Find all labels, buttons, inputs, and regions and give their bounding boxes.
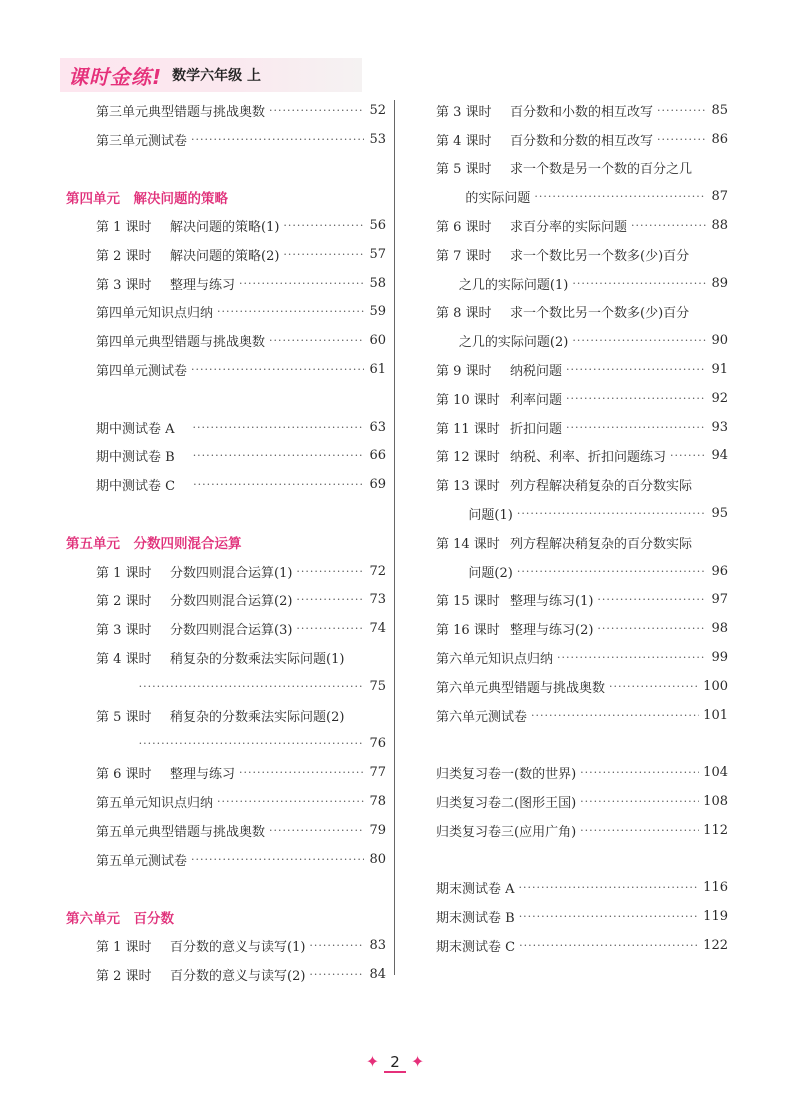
- lesson-label: 第 2 课时: [96, 248, 152, 264]
- entry-title: 纳税问题: [510, 364, 563, 380]
- leader-dots: [191, 363, 364, 376]
- leader-dots: [580, 824, 699, 837]
- entry-title: 分数四则混合运算(3): [170, 623, 293, 639]
- entry-title: 百分数的意义与读写(2): [170, 968, 306, 984]
- entry-title: 第三单元测试卷: [96, 133, 188, 149]
- leader-dots: [572, 334, 706, 347]
- toc-entry-line: [436, 470, 728, 499]
- page-ref: 57: [369, 246, 386, 262]
- entry-title: 整理与练习(2): [510, 623, 594, 639]
- leader-dots: [557, 651, 706, 664]
- entry-title: 折扣问题: [510, 421, 563, 437]
- page-ref: 90: [711, 333, 728, 349]
- brand-title: 课时金练!: [68, 64, 163, 89]
- page-ref: 94: [711, 448, 728, 464]
- toc-entry[interactable]: [436, 787, 728, 816]
- lesson-label: 第 10 课时: [436, 392, 500, 408]
- toc-entry-line: [436, 442, 728, 471]
- toc-entry[interactable]: [436, 413, 728, 442]
- entry-title: 第五单元测试卷: [96, 853, 188, 869]
- leader-dots: [283, 219, 364, 232]
- toc-entry-continuation: [436, 499, 728, 528]
- leader-dots: [566, 363, 706, 376]
- toc-entry-line: [96, 125, 386, 154]
- toc-entry-line: [436, 586, 728, 615]
- leader-dots: [191, 853, 364, 866]
- page-ref: 75: [369, 678, 386, 694]
- leader-dots: [580, 766, 699, 779]
- page-ref: 112: [703, 822, 728, 838]
- spacer: [436, 730, 728, 759]
- toc-entry[interactable]: [66, 355, 386, 384]
- leader-dots: [517, 507, 706, 520]
- leader-dots: [239, 277, 364, 290]
- leader-dots: [597, 622, 706, 635]
- unit-heading: 第四单元 解决问题的策略: [66, 190, 228, 207]
- leader-dots: [193, 478, 364, 491]
- leader-dots: [296, 622, 364, 635]
- toc-entry[interactable]: [436, 125, 728, 154]
- lesson-label: 第 13 课时: [436, 479, 500, 495]
- toc-entry[interactable]: [436, 154, 728, 212]
- spacer: [66, 154, 386, 183]
- toc-entry[interactable]: [436, 211, 728, 240]
- toc-entry[interactable]: [66, 269, 386, 298]
- entry-title: 归类复习卷三(应用广角): [436, 824, 577, 840]
- toc-entry-line: [436, 355, 728, 384]
- leader-dots: [269, 104, 364, 117]
- toc-entry-line: [436, 384, 728, 413]
- leader-dots: [309, 968, 364, 981]
- leader-dots: [566, 421, 706, 434]
- entry-title: 百分数和分数的相互改写: [510, 133, 654, 149]
- leader-dots: [572, 277, 706, 290]
- toc-entry-line: [96, 845, 386, 874]
- toc-entry-line: [96, 269, 386, 298]
- entry-title: 归类复习卷一(数的世界): [436, 767, 577, 783]
- toc-entry[interactable]: [436, 355, 728, 384]
- toc-entry-continuation: [436, 182, 728, 211]
- page-ref: 91: [711, 362, 728, 378]
- page-ref: 99: [711, 650, 728, 666]
- lesson-label: 第 7 课时: [436, 248, 492, 264]
- lesson-label: 第 12 课时: [436, 450, 500, 466]
- toc-entry-line: [436, 902, 728, 931]
- entry-title: 求一个数是另一个数的百分之几: [510, 162, 693, 178]
- page-ref: 80: [369, 851, 386, 867]
- toc-entry-line: [436, 298, 728, 327]
- lesson-label: 期中测试卷 A: [96, 421, 175, 437]
- page-ref: 85: [711, 102, 728, 118]
- leader-dots: [269, 334, 364, 347]
- toc-entry-line: [96, 211, 386, 240]
- entry-title: 期末测试卷 C: [436, 940, 516, 955]
- leader-dots: [519, 881, 700, 894]
- page-ref: 101: [703, 707, 728, 723]
- entry-title-continuation: 问题(2): [468, 565, 513, 581]
- leader-dots: [239, 766, 364, 779]
- header-banner: [60, 58, 362, 92]
- page-ref: 116: [703, 880, 728, 896]
- toc-left-column: [66, 96, 386, 989]
- column-divider: [394, 100, 395, 975]
- toc-entry[interactable]: [66, 413, 386, 442]
- toc-entry[interactable]: [66, 816, 386, 845]
- toc-entry[interactable]: [436, 528, 728, 586]
- toc-right-column: [436, 96, 728, 960]
- spacer: [66, 499, 386, 528]
- toc-entry-continuation: [436, 557, 728, 586]
- page-ref: 53: [369, 131, 386, 147]
- page-ref: 96: [711, 563, 728, 579]
- lesson-label: 第 3 课时: [96, 623, 152, 639]
- page-ref: 52: [369, 102, 386, 118]
- toc-entry[interactable]: [66, 586, 386, 615]
- page-ref: 97: [711, 592, 728, 608]
- page-ref: 61: [369, 362, 386, 378]
- leader-dots: [217, 795, 364, 808]
- toc-entry[interactable]: [436, 614, 728, 643]
- page-ref: 66: [369, 448, 386, 464]
- leader-dots: [517, 565, 706, 578]
- toc-entry[interactable]: [66, 442, 386, 471]
- toc-entry-line: [96, 586, 386, 615]
- toc-entry-line: [96, 931, 386, 960]
- leader-dots: [566, 392, 706, 405]
- toc-entry[interactable]: [66, 298, 386, 327]
- toc-entry[interactable]: [436, 902, 728, 931]
- page-ref: 59: [369, 304, 386, 320]
- toc-entry-line: [436, 701, 728, 730]
- toc-entry-line: [96, 758, 386, 787]
- leader-dots: [519, 939, 699, 952]
- left-figure-icon: ✦: [365, 1052, 380, 1071]
- entry-title: 解决问题的策略(2): [170, 248, 280, 264]
- toc-entry[interactable]: [66, 96, 386, 125]
- toc-entry[interactable]: [436, 643, 728, 672]
- toc-entry-line: [96, 643, 386, 672]
- toc-entry-continuation: [436, 269, 728, 298]
- page-ref: 79: [369, 822, 386, 838]
- entry-title-continuation: 之几的实际问题(2): [458, 335, 569, 351]
- toc-entry[interactable]: [436, 672, 728, 701]
- toc-entry-line: [96, 816, 386, 845]
- page-ref: 74: [369, 621, 386, 637]
- lesson-label: 第 4 课时: [436, 133, 492, 149]
- toc-entry[interactable]: [66, 614, 386, 643]
- page-ref: 76: [369, 736, 386, 752]
- toc-entry-line: [96, 557, 386, 586]
- lesson-label: 第 8 课时: [436, 306, 492, 322]
- page-ref: 98: [711, 621, 728, 637]
- page-ref: 86: [711, 131, 728, 147]
- entry-title: 第四单元知识点归纳: [96, 306, 214, 322]
- toc-entry-line: [96, 298, 386, 327]
- toc-entry-line: [96, 470, 386, 499]
- page-ref: 72: [369, 563, 386, 579]
- toc-entry[interactable]: [436, 96, 728, 125]
- toc-entry[interactable]: [436, 586, 728, 615]
- entry-title: 期末测试卷 B: [436, 911, 515, 927]
- leader-dots: [531, 709, 699, 722]
- lesson-label: 第 2 课时: [96, 968, 152, 984]
- entry-title: 第四单元典型错题与挑战奥数: [96, 335, 266, 351]
- toc-entry[interactable]: [66, 787, 386, 816]
- page-ref: 63: [369, 419, 386, 435]
- book-subtitle: 数学六年级 上: [172, 68, 261, 84]
- toc-entry[interactable]: [436, 470, 728, 528]
- leader-dots: [193, 449, 364, 462]
- toc-entry-line: [436, 643, 728, 672]
- lesson-label: 第 15 课时: [436, 594, 500, 610]
- unit-heading: 第五单元 分数四则混合运算: [66, 536, 242, 553]
- page-ref: 122: [703, 938, 728, 953]
- page-ref: 60: [369, 333, 386, 349]
- leader-dots: [193, 421, 364, 434]
- toc-entry[interactable]: [436, 442, 728, 471]
- toc-entry-line: [436, 787, 728, 816]
- toc-entry-line: [436, 96, 728, 125]
- page-ref: 84: [369, 966, 386, 982]
- page-ref: 95: [711, 506, 728, 522]
- toc-entry-line: [436, 528, 728, 557]
- unit-heading: 第六单元 百分数: [66, 910, 174, 927]
- toc-entry-continuation: [436, 326, 728, 355]
- leader-dots: [631, 219, 706, 232]
- page-footer: [0, 1052, 790, 1073]
- toc-entry-line: [96, 96, 386, 125]
- page-ref: 119: [703, 909, 728, 925]
- right-figure-icon: ✦: [410, 1052, 425, 1071]
- entry-title: 第五单元知识点归纳: [96, 796, 214, 812]
- lesson-label: 第 3 课时: [436, 104, 492, 120]
- entry-title: 第三单元典型错题与挑战奥数: [96, 104, 266, 120]
- page-ref: 56: [369, 218, 386, 234]
- leader-dots: [269, 824, 364, 837]
- lesson-label: 期中测试卷 C: [96, 479, 176, 495]
- toc-entry[interactable]: [436, 931, 728, 960]
- toc-entry[interactable]: [66, 470, 386, 499]
- entry-title-continuation: 之几的实际问题(1): [458, 277, 569, 293]
- page-ref: 87: [711, 189, 728, 205]
- toc-entry-line: [436, 931, 728, 960]
- entry-title: 纳税、利率、折扣问题练习: [510, 450, 667, 466]
- page-ref: 58: [369, 275, 386, 291]
- page-ref: 77: [369, 765, 386, 781]
- toc-entry[interactable]: [66, 557, 386, 586]
- toc-entry[interactable]: [66, 931, 386, 960]
- toc-entry[interactable]: [436, 384, 728, 413]
- entry-title: 第六单元知识点归纳: [436, 652, 554, 668]
- leader-dots: [296, 593, 364, 606]
- toc-entry[interactable]: [66, 643, 386, 701]
- entry-title: 第四单元测试卷: [96, 364, 188, 380]
- leader-dots: [580, 795, 699, 808]
- entry-title: 第五单元典型错题与挑战奥数: [96, 824, 266, 840]
- entry-title: 第六单元测试卷: [436, 709, 528, 725]
- lesson-label: 第 11 课时: [436, 421, 500, 437]
- entry-title: 百分数和小数的相互改写: [510, 104, 654, 120]
- leader-dots: [139, 737, 364, 750]
- page-ref: 88: [711, 218, 728, 234]
- toc-entry-line: [436, 211, 728, 240]
- toc-entry[interactable]: [66, 326, 386, 355]
- page-ref: 69: [369, 477, 386, 493]
- toc-entry-line: [436, 413, 728, 442]
- entry-title: 期末测试卷 A: [436, 882, 515, 898]
- toc-entry-line: [96, 240, 386, 269]
- spacer: [436, 845, 728, 874]
- toc-entry[interactable]: [436, 298, 728, 356]
- page-ref: 83: [369, 938, 386, 953]
- toc-entry-line: [96, 326, 386, 355]
- toc-entry-line: [96, 614, 386, 643]
- toc-entry[interactable]: [66, 240, 386, 269]
- leader-dots: [309, 939, 364, 952]
- entry-title-continuation: 问题(1): [468, 508, 513, 524]
- toc-entry[interactable]: [66, 125, 386, 154]
- leader-dots: [139, 680, 364, 693]
- lesson-label: 第 3 课时: [96, 277, 152, 293]
- leader-dots: [296, 565, 364, 578]
- lesson-label: 第 5 课时: [96, 709, 152, 725]
- toc-entry[interactable]: [436, 240, 728, 298]
- entry-title: 分数四则混合运算(1): [170, 565, 293, 581]
- toc-entry-line: [96, 960, 386, 989]
- lesson-label: 第 9 课时: [436, 364, 492, 380]
- toc-entry-line: [436, 874, 728, 903]
- entry-title: 整理与练习: [170, 277, 236, 293]
- toc-entry-line: [96, 355, 386, 384]
- lesson-label: 第 14 课时: [436, 536, 500, 552]
- lesson-label: 第 1 课时: [96, 565, 152, 581]
- lesson-label: 第 1 课时: [96, 940, 152, 955]
- leader-dots: [609, 680, 699, 693]
- entry-title: 求百分率的实际问题: [510, 220, 628, 236]
- lesson-label: 第 2 课时: [96, 594, 152, 610]
- leader-dots: [283, 248, 364, 261]
- toc-entry[interactable]: [436, 701, 728, 730]
- entry-title: 第六单元典型错题与挑战奥数: [436, 680, 606, 696]
- page-ref: 89: [711, 275, 728, 291]
- toc-entry[interactable]: [66, 701, 386, 759]
- entry-title: 整理与练习(1): [510, 594, 594, 610]
- toc-entry-line: [436, 240, 728, 269]
- entry-title: 稍复杂的分数乘法实际问题(2): [170, 709, 345, 725]
- lesson-label: 第 6 课时: [436, 220, 492, 236]
- leader-dots: [217, 305, 364, 318]
- lesson-label: 第 6 课时: [96, 767, 152, 783]
- entry-title: 求一个数比另一个数多(少)百分: [510, 248, 690, 264]
- page-ref: 93: [711, 419, 728, 435]
- page-ref: 100: [703, 678, 728, 694]
- toc-entry[interactable]: [66, 758, 386, 787]
- entry-title: 分数四则混合运算(2): [170, 594, 293, 610]
- toc-entry-continuation: [96, 730, 386, 759]
- toc-entry-line: [96, 787, 386, 816]
- page-number: 2: [384, 1053, 406, 1073]
- leader-dots: [191, 133, 364, 146]
- toc-entry-line: [96, 442, 386, 471]
- entry-title: 稍复杂的分数乘法实际问题(1): [170, 652, 345, 668]
- page-ref: 78: [369, 794, 386, 810]
- leader-dots: [597, 593, 706, 606]
- toc-entry-continuation: [96, 672, 386, 701]
- entry-title: 列方程解决稍复杂的百分数实际: [510, 479, 693, 495]
- toc-entry[interactable]: [436, 816, 728, 845]
- toc-entry[interactable]: [66, 960, 386, 989]
- lesson-label: 第 4 课时: [96, 652, 152, 668]
- toc-entry-line: [436, 672, 728, 701]
- lesson-label: 第 5 课时: [436, 162, 492, 178]
- leader-dots: [670, 449, 706, 462]
- leader-dots: [534, 190, 706, 203]
- entry-title: 列方程解决稍复杂的百分数实际: [510, 536, 693, 552]
- lesson-label: 第 1 课时: [96, 220, 152, 236]
- page-ref: 73: [369, 592, 386, 608]
- toc-entry[interactable]: [66, 211, 386, 240]
- leader-dots: [519, 910, 699, 923]
- leader-dots: [657, 133, 706, 146]
- toc-entry[interactable]: [66, 845, 386, 874]
- toc-entry-line: [436, 125, 728, 154]
- toc-entry-line: [96, 413, 386, 442]
- toc-entry-line: [436, 758, 728, 787]
- toc-entry-line: [436, 614, 728, 643]
- toc-entry-line: [436, 816, 728, 845]
- toc-entry[interactable]: [436, 758, 728, 787]
- page-ref: 108: [703, 794, 728, 810]
- entry-title: 解决问题的策略(1): [170, 220, 280, 236]
- lesson-label: 第 16 课时: [436, 623, 500, 639]
- leader-dots: [657, 104, 706, 117]
- spacer: [66, 384, 386, 413]
- toc-entry-line: [96, 701, 386, 730]
- entry-title: 归类复习卷二(图形王国): [436, 796, 577, 812]
- lesson-label: 期中测试卷 B: [96, 450, 175, 466]
- page-ref: 104: [703, 765, 728, 781]
- entry-title-continuation: 的实际问题: [465, 191, 531, 207]
- toc-entry[interactable]: [436, 874, 728, 903]
- toc-entry-line: [436, 154, 728, 183]
- entry-title: 整理与练习: [170, 767, 236, 783]
- entry-title: 求一个数比另一个数多(少)百分: [510, 306, 690, 322]
- entry-title: 百分数的意义与读写(1): [170, 940, 306, 955]
- page-ref: 92: [711, 390, 728, 406]
- entry-title: 利率问题: [510, 392, 563, 408]
- spacer: [66, 874, 386, 903]
